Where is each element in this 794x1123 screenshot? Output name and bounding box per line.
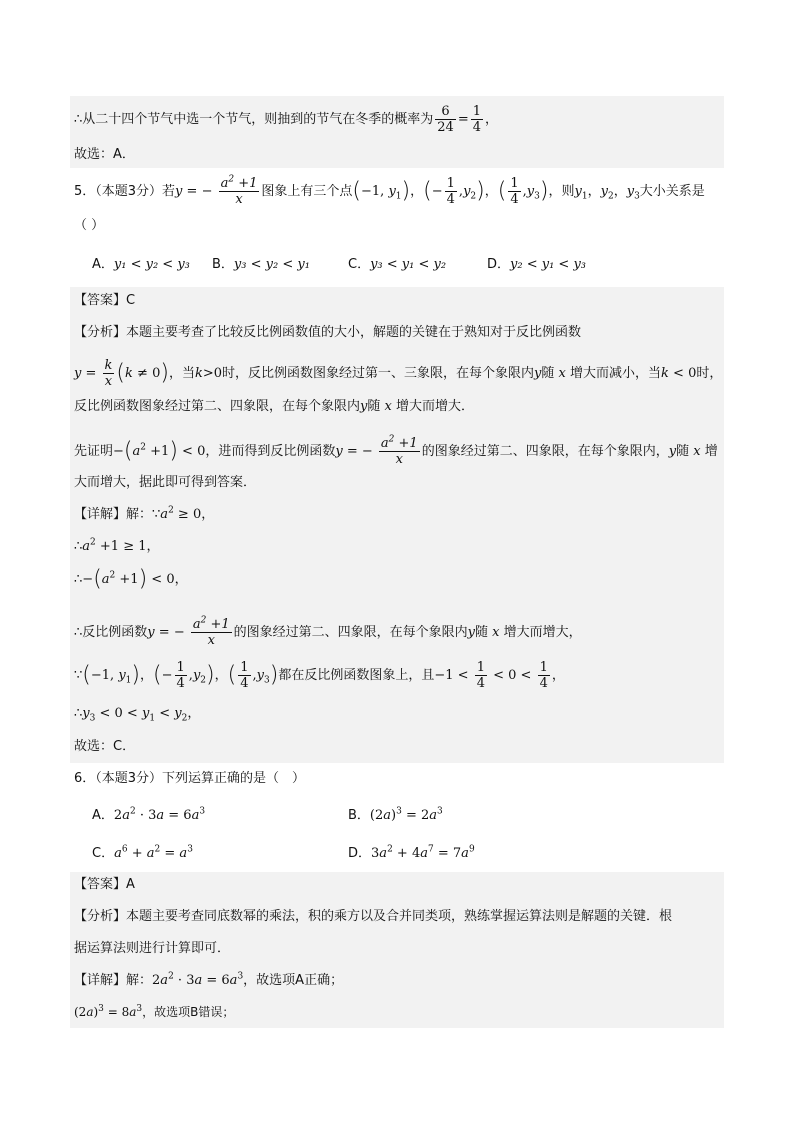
prev-select: 故选：A． [74, 147, 135, 162]
q5-option-a: A．y₁ < y₂ < y₃ [92, 257, 190, 272]
q5-analysis-1: 【分析】本题主要考查了比较反比例函数值的大小，解题的关键在于熟知对于反比例函数 [74, 325, 582, 340]
q5-detail-5: ∵(−1, $y_1$)，(− $\frac{1}{4}$ $,y_2$)，( $\frac{1}{4}$ $,y_3$)都在反比例函数图象上，且−1 < $\frac{1}{4}$ < 0 < $\frac{1}{4}$ ， [74, 660, 565, 691]
q5-detail-4: ∴反比例函数y = − $\frac{a^2 +1}{x}$ 的图象经过第二、四象限，在每个象限内y随 x 增大而增大， [74, 615, 582, 648]
q5-option-d: D．y₂ < y₁ < y₃ [487, 257, 586, 272]
q6-detail-2: $(2a)^3 = 8a^3$，故选项B错误； [74, 1004, 235, 1019]
q5-option-b: B．y₃ < y₂ < y₁ [212, 257, 310, 272]
q6-option-d: D．$3a^2 + 4a^7 = 7a^9$ [348, 844, 475, 861]
q5-detail-3: $\therefore-(a^2 +1) < 0$， [74, 566, 188, 592]
q5-detail-6: $\therefore y_3 < 0 < y_1 < y_2$， [74, 706, 201, 724]
q5-select: 故选：C． [74, 739, 136, 754]
q5-detail-1: 【详解】解：$\because a^2 \ge 0$， [74, 505, 215, 522]
q5-option-c: C．y₃ < y₁ < y₂ [348, 257, 447, 272]
q5-analysis-5: 大而增大，据此即可得到答案． [74, 475, 257, 490]
q6-option-c: C．$a^6 + a^2 = a^3$ [92, 844, 193, 861]
q6-detail-1: 【详解】解：$2a^2 \cdot 3a = 6a^3$，故选项A正确； [74, 971, 344, 988]
q6-answer: 【答案】A [74, 877, 135, 892]
q6-analysis-2: 据运算法则进行计算即可． [74, 941, 231, 956]
q5-detail-2: $\therefore a^2 +1 \ge 1$， [74, 537, 160, 554]
q5-analysis-4: 先证明$-(a^2 +1) < 0$，进而得到反比例函数y = − $\frac{a^2 +1}{x}$ 的图象经过第二、四象限，在每个象限内，y随 x 增 [74, 434, 718, 467]
q6-option-b: B．$(2a)^3 = 2a^3$ [348, 806, 443, 823]
q5-answer: 【答案】C [74, 293, 136, 308]
q6-option-a: A．$2a^2 \cdot 3a = 6a^3$ [92, 806, 206, 823]
q5-stem: 5．（本题3分）若y = − $\frac{a^2 +1}{x}$ 图象上有三个点(−1, $y_1$)，(− $\frac{1}{4}$ $,y_2$)，( $\frac{1}{4}$ $,y_3$)，则$y_1$，$y_2$，$y_3$大小关系是 [74, 174, 705, 207]
prev-conclusion: ∴从二十四个节气中选一个节气，则抽到的节气在冬季的概率为 $\frac{6}{24}$ = $\frac{1}{4}$ ， [74, 104, 499, 135]
q6-analysis-1: 【分析】本题主要考查同底数幂的乘法，积的乘方以及合并同类项，熟练掌握运算法则是解题的关键．根 [74, 909, 673, 924]
q5-paren: （ ） [74, 218, 105, 233]
q6-stem: 6．（本题3分）下列运算正确的是（ ） [74, 771, 306, 786]
q5-analysis-2: y = $\frac{k}{x}$ (k ≠ 0)，当k>0时，反比例函数图象经过第一、三象限，在每个象限内y随 x 增大而减小，当k < 0时， [74, 358, 723, 389]
q5-analysis-3: 反比例函数图象经过第二、四象限，在每个象限内y随 x 增大而增大． [74, 399, 475, 414]
